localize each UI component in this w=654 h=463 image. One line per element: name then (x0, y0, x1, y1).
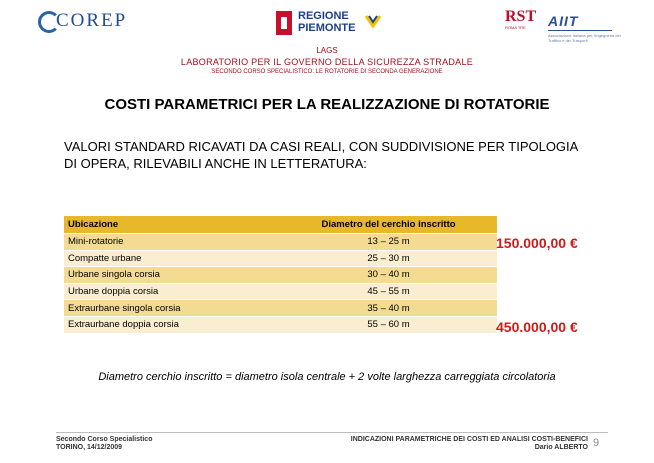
price-high: 450.000,00 € (496, 319, 578, 335)
aiit-logo-rule (548, 30, 612, 31)
table-header-row (64, 216, 497, 234)
cell-ubicazione: Extraurbane doppia corsia (64, 316, 280, 332)
regione-piemonte-logo (276, 10, 386, 44)
cell-ubicazione: Urbane doppia corsia (64, 283, 280, 300)
cell-ubicazione: Mini-rotatorie (64, 234, 280, 251)
cell-diametro: 55 – 60 m (280, 316, 497, 332)
regione-mark-icon (364, 12, 382, 32)
intro-text: VALORI STANDARD RICAVATI DA CASI REALI, CON SUDDIVISIONE PER TIPOLOGIA DI OPERA, RILEVABILI ANCHE IN LETTERATURA: (64, 139, 578, 171)
cell-ubicazione: Urbane singola corsia (64, 267, 280, 284)
footer-date: TORINO, 14/12/2009 (56, 444, 123, 451)
cell-ubicazione: Compatte urbane (64, 250, 280, 267)
cell-diametro: 25 – 30 m (280, 250, 497, 267)
rst-logo-subtext: ROMA TRE (505, 25, 526, 30)
regione-line2: PIEMONTE (298, 22, 356, 34)
header-diametro: Diametro del cerchio inscritto (280, 216, 497, 234)
footer-topic: INDICAZIONI PARAMETRICHE DEI COSTI ED ANALISI COSTI-BENEFICI (350, 436, 588, 443)
cell-diametro: 35 – 40 m (280, 300, 497, 317)
rst-logo-text: RST (505, 8, 537, 25)
footer-author: Dario ALBERTO (534, 444, 588, 451)
table-row (64, 234, 497, 251)
table-row (64, 250, 497, 267)
cell-diametro: 30 – 40 m (280, 267, 497, 284)
roundabout-diameter-table (64, 216, 497, 333)
regione-line1: REGIONE (298, 10, 349, 22)
corep-logo-text: COREP (56, 10, 128, 31)
table-row (64, 283, 497, 300)
table-row (64, 300, 497, 317)
piemonte-flag-icon (276, 11, 292, 35)
footer-right (300, 436, 588, 452)
price-low: 150.000,00 € (496, 235, 578, 251)
slide-title: COSTI PARAMETRICI PER LA REALIZZAZIONE DI ROTATORIE (104, 96, 550, 113)
aiit-logo-text: AIIT (548, 13, 579, 29)
cell-ubicazione: Extraurbane singola corsia (64, 300, 280, 317)
lab-subtitle: SECONDO CORSO SPECIALISTICO: LE ROTATORIE DI SECONDA GENERAZIONE (211, 69, 443, 75)
corep-logo (38, 9, 128, 35)
rst-logo (505, 8, 537, 43)
table-row (64, 316, 497, 332)
footer-course: Secondo Corso Specialistico (56, 436, 153, 443)
footer-divider (56, 432, 608, 433)
aiit-logo-subtext: Associazione Italiana per l'Ingegneria del Traffico e dei Trasporti (548, 33, 621, 43)
diameter-formula: Diametro cerchio inscritto = diametro isola centrale + 2 volte larghezza carreggiata circolatoria (98, 371, 556, 383)
header-ubicazione: Ubicazione (64, 216, 280, 234)
regione-logo-text (298, 10, 355, 34)
cell-diametro: 13 – 25 m (280, 234, 497, 251)
cell-diametro: 45 – 55 m (280, 283, 497, 300)
page-number: 9 (593, 437, 600, 449)
aiit-logo (548, 14, 628, 42)
table-row (64, 267, 497, 284)
footer-left (56, 436, 152, 452)
lab-title: LABORATORIO PER IL GOVERNO DELLA SICUREZZA STRADALE (180, 57, 474, 67)
lab-acronym: LAGS (316, 46, 338, 55)
